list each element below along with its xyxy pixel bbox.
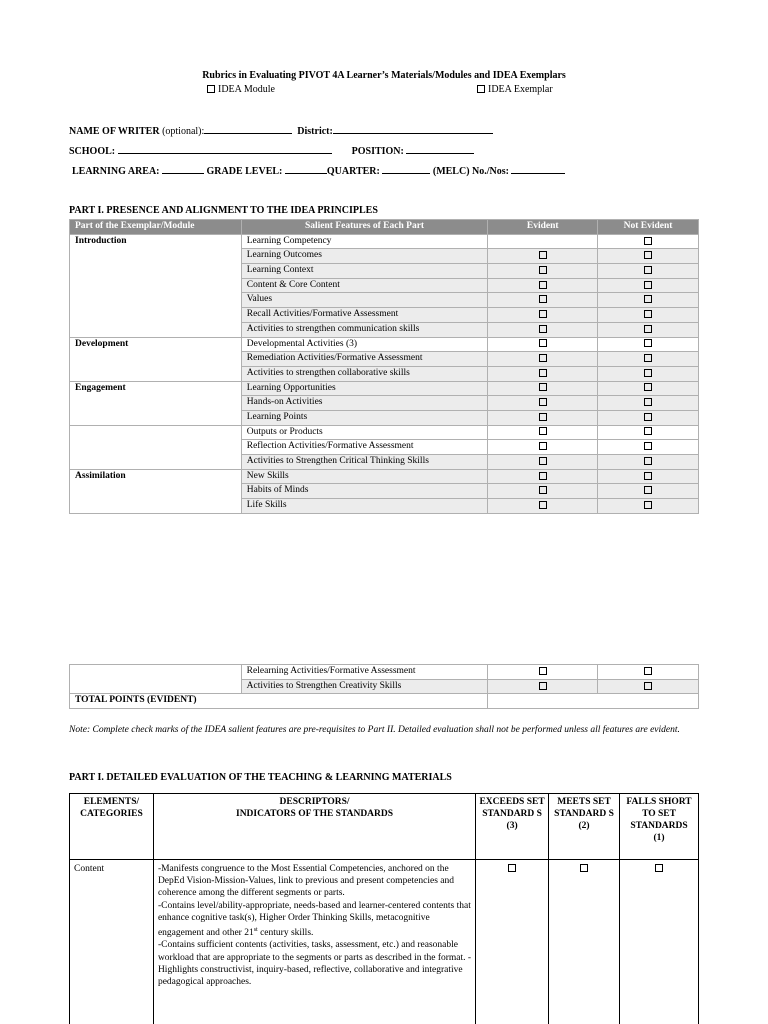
category-engagement: Engagement	[70, 381, 242, 425]
not-evident-checkbox[interactable]	[644, 427, 652, 435]
col-not-evident: Not Evident	[598, 220, 699, 235]
not-evident-checkbox[interactable]	[644, 369, 652, 377]
not-evident-checkbox[interactable]	[644, 266, 652, 274]
feature-label: Content & Core Content	[241, 278, 488, 293]
evident-checkbox[interactable]	[539, 398, 547, 406]
not-evident-checkbox[interactable]	[644, 251, 652, 259]
falls-short-checkbox[interactable]	[655, 864, 663, 872]
descriptors-line-1: DESCRIPTORS/	[279, 797, 350, 807]
feature-label: Activities to strengthen communication skills	[241, 322, 488, 337]
evident-checkbox[interactable]	[539, 472, 547, 480]
col-part: Part of the Exemplar/Module	[70, 220, 242, 235]
col-meets	[549, 794, 620, 860]
not-evident-checkbox[interactable]	[644, 501, 652, 509]
quarter-field[interactable]	[382, 165, 430, 174]
position-label: POSITION:	[351, 146, 404, 157]
feature-label: Reflection Activities/Formative Assessment	[241, 440, 488, 455]
melc-field[interactable]	[511, 165, 565, 174]
part1-heading: PART I. PRESENCE AND ALIGNMENT TO THE IDEA PRINCIPLES	[69, 205, 378, 216]
position-field[interactable]	[406, 145, 474, 154]
evident-checkbox[interactable]	[539, 682, 547, 690]
feature-label: Values	[241, 293, 488, 308]
not-evident-checkbox[interactable]	[644, 295, 652, 303]
content-descriptor-2a: -Contains level/ability-appropriate, needs-based and learner-centered contents that enhance cognitive task(s), Higher Order Thinking Skills, metacognitive engagement and other 21	[157, 900, 471, 939]
exceeds-label: EXCEEDS SET STANDARD S	[479, 797, 545, 819]
not-evident-checkbox[interactable]	[644, 237, 652, 245]
content-descriptor-1: -Manifests congruence to the Most Essential Competencies, anchored on the DepEd Vision-Mission-Values, link to previous and present competencies and coherence among the different segments or parts.	[157, 864, 455, 899]
school-line	[69, 145, 474, 157]
descriptors-line-2: INDICATORS OF THE STANDARDS	[236, 809, 394, 819]
table-row	[70, 337, 699, 352]
table-row	[70, 469, 699, 484]
col-salient-features: Salient Features of Each Part	[241, 220, 488, 235]
meets-score: (2)	[578, 821, 590, 831]
exceeds-score: (3)	[506, 821, 518, 831]
detailed-evaluation-table	[69, 793, 699, 1024]
learning-area-line	[72, 165, 565, 177]
feature-label: Learning Outcomes	[241, 249, 488, 264]
feature-label: Life Skills	[241, 499, 488, 514]
evident-checkbox[interactable]	[539, 413, 547, 421]
writer-line	[69, 125, 493, 137]
grade-level-label: GRADE LEVEL:	[206, 166, 283, 177]
evident-checkbox[interactable]	[539, 369, 547, 377]
feature-label: Remediation Activities/Formative Assessment	[241, 352, 488, 367]
idea-module-option[interactable]	[207, 84, 275, 95]
not-evident-checkbox[interactable]	[644, 354, 652, 362]
content-descriptor-2b: century skills.	[257, 928, 314, 939]
note-text: Note: Complete check marks of the IDEA salient features are pre-requisites to Part II. Detailed evaluation shall not be performed unless all features are evident.	[69, 725, 680, 735]
quarter-label: QUARTER:	[326, 166, 380, 177]
evident-checkbox[interactable]	[539, 310, 547, 318]
category-introduction: Introduction	[70, 234, 242, 337]
idea-principles-table	[69, 219, 699, 514]
feature-label: Activities to strengthen collaborative skills	[241, 366, 488, 381]
total-row	[70, 694, 699, 709]
evident-checkbox[interactable]	[539, 667, 547, 675]
falls-short-label: FALLS SHORT TO SET STANDARDS	[626, 797, 692, 831]
table-row	[70, 425, 699, 440]
evident-checkbox[interactable]	[539, 325, 547, 333]
category-blank	[70, 425, 242, 469]
category-assimilation: Assimilation	[70, 469, 242, 513]
not-evident-checkbox[interactable]	[644, 457, 652, 465]
not-evident-checkbox[interactable]	[644, 667, 652, 675]
idea-principles-table-continued	[69, 664, 699, 709]
total-points-field[interactable]	[488, 694, 699, 709]
eval-header-row	[70, 794, 699, 860]
feature-label: Learning Opportunities	[241, 381, 488, 396]
idea-module-label: IDEA Module	[218, 84, 275, 95]
not-evident-checkbox[interactable]	[644, 310, 652, 318]
feature-label: Outputs or Products	[241, 425, 488, 440]
col-falls-short	[620, 794, 699, 860]
melc-label: (MELC) No./Nos:	[432, 166, 509, 177]
not-evident-checkbox[interactable]	[644, 682, 652, 690]
evident-cell	[488, 234, 598, 249]
feature-label: Activities to Strengthen Creativity Skills	[241, 679, 488, 694]
content-descriptor-2	[158, 900, 471, 940]
district-field[interactable]	[333, 125, 493, 134]
col-descriptors	[153, 794, 475, 860]
evident-checkbox[interactable]	[539, 457, 547, 465]
content-label: Content	[70, 860, 154, 1024]
col-exceeds	[476, 794, 549, 860]
total-points-label: TOTAL POINTS (EVIDENT)	[70, 694, 488, 709]
not-evident-checkbox[interactable]	[644, 413, 652, 421]
content-descriptor-2sup: st	[253, 927, 258, 934]
exceeds-checkbox[interactable]	[508, 864, 516, 872]
idea-exemplar-checkbox[interactable]	[477, 85, 485, 93]
meets-label: MEETS SET STANDARD S	[554, 797, 614, 819]
name-field[interactable]	[204, 125, 292, 134]
feature-label: Recall Activities/Formative Assessment	[241, 308, 488, 323]
idea-exemplar-option[interactable]	[477, 84, 553, 95]
grade-level-field[interactable]	[285, 165, 327, 174]
not-evident-checkbox[interactable]	[644, 383, 652, 391]
content-descriptor-3: -Contains sufficient contents (activities, tasks, assessment, etc.) and reasonable workload that are appropriate to the segments or parts as described in the format. -Highlights constructivist, inquiry-based, reflective, collaborative and integrative pedagogical approaches.	[157, 940, 472, 987]
school-field[interactable]	[118, 145, 332, 154]
document-title: Rubrics in Evaluating PIVOT 4A Learner’s Materials/Modules and IDEA Exemplars	[202, 70, 566, 81]
feature-label: Activities to Strengthen Critical Thinking Skills	[241, 455, 488, 470]
learning-area-field[interactable]	[162, 165, 204, 174]
evident-checkbox[interactable]	[539, 339, 547, 347]
feature-label: New Skills	[241, 469, 488, 484]
feature-label: Learning Competency	[241, 234, 488, 249]
falls-short-score: (1)	[653, 833, 665, 843]
evident-checkbox[interactable]	[539, 501, 547, 509]
feature-label: Developmental Activities (3)	[241, 337, 488, 352]
feature-label: Hands-on Activities	[241, 396, 488, 411]
not-evident-checkbox[interactable]	[644, 281, 652, 289]
name-label: NAME OF WRITER	[69, 126, 160, 137]
content-descriptors	[153, 860, 475, 1024]
not-evident-checkbox[interactable]	[644, 325, 652, 333]
table-header-row	[70, 220, 699, 235]
name-optional-label: (optional):	[162, 126, 205, 137]
not-evident-checkbox[interactable]	[644, 398, 652, 406]
col-elements: ELEMENTS/ CATEGORIES	[70, 794, 154, 860]
col-evident: Evident	[488, 220, 598, 235]
table-row	[70, 234, 699, 249]
not-evident-checkbox[interactable]	[644, 486, 652, 494]
eval-row-content	[70, 860, 699, 1024]
feature-label: Habits of Minds	[241, 484, 488, 499]
feature-label: Learning Points	[241, 410, 488, 425]
evident-checkbox[interactable]	[539, 354, 547, 362]
meets-checkbox[interactable]	[580, 864, 588, 872]
evident-checkbox[interactable]	[539, 383, 547, 391]
not-evident-checkbox[interactable]	[644, 339, 652, 347]
not-evident-checkbox[interactable]	[644, 442, 652, 450]
evident-checkbox[interactable]	[539, 427, 547, 435]
not-evident-checkbox[interactable]	[644, 472, 652, 480]
evident-checkbox[interactable]	[539, 281, 547, 289]
table-row	[70, 381, 699, 396]
evident-checkbox[interactable]	[539, 486, 547, 494]
evident-checkbox[interactable]	[539, 295, 547, 303]
idea-exemplar-label: IDEA Exemplar	[488, 84, 553, 95]
evident-checkbox[interactable]	[539, 251, 547, 259]
table-row	[70, 665, 699, 680]
part2-heading: PART I. DETAILED EVALUATION OF THE TEACHING & LEARNING MATERIALS	[69, 772, 452, 783]
feature-label: Learning Context	[241, 264, 488, 279]
evident-checkbox[interactable]	[539, 266, 547, 274]
category-blank	[70, 665, 242, 694]
district-label: District:	[297, 126, 333, 137]
evident-checkbox[interactable]	[539, 442, 547, 450]
idea-module-checkbox[interactable]	[207, 85, 215, 93]
learning-area-label: LEARNING AREA:	[72, 166, 160, 177]
category-development: Development	[70, 337, 242, 381]
school-label: SCHOOL:	[69, 146, 116, 157]
feature-label: Relearning Activities/Formative Assessment	[241, 665, 488, 680]
